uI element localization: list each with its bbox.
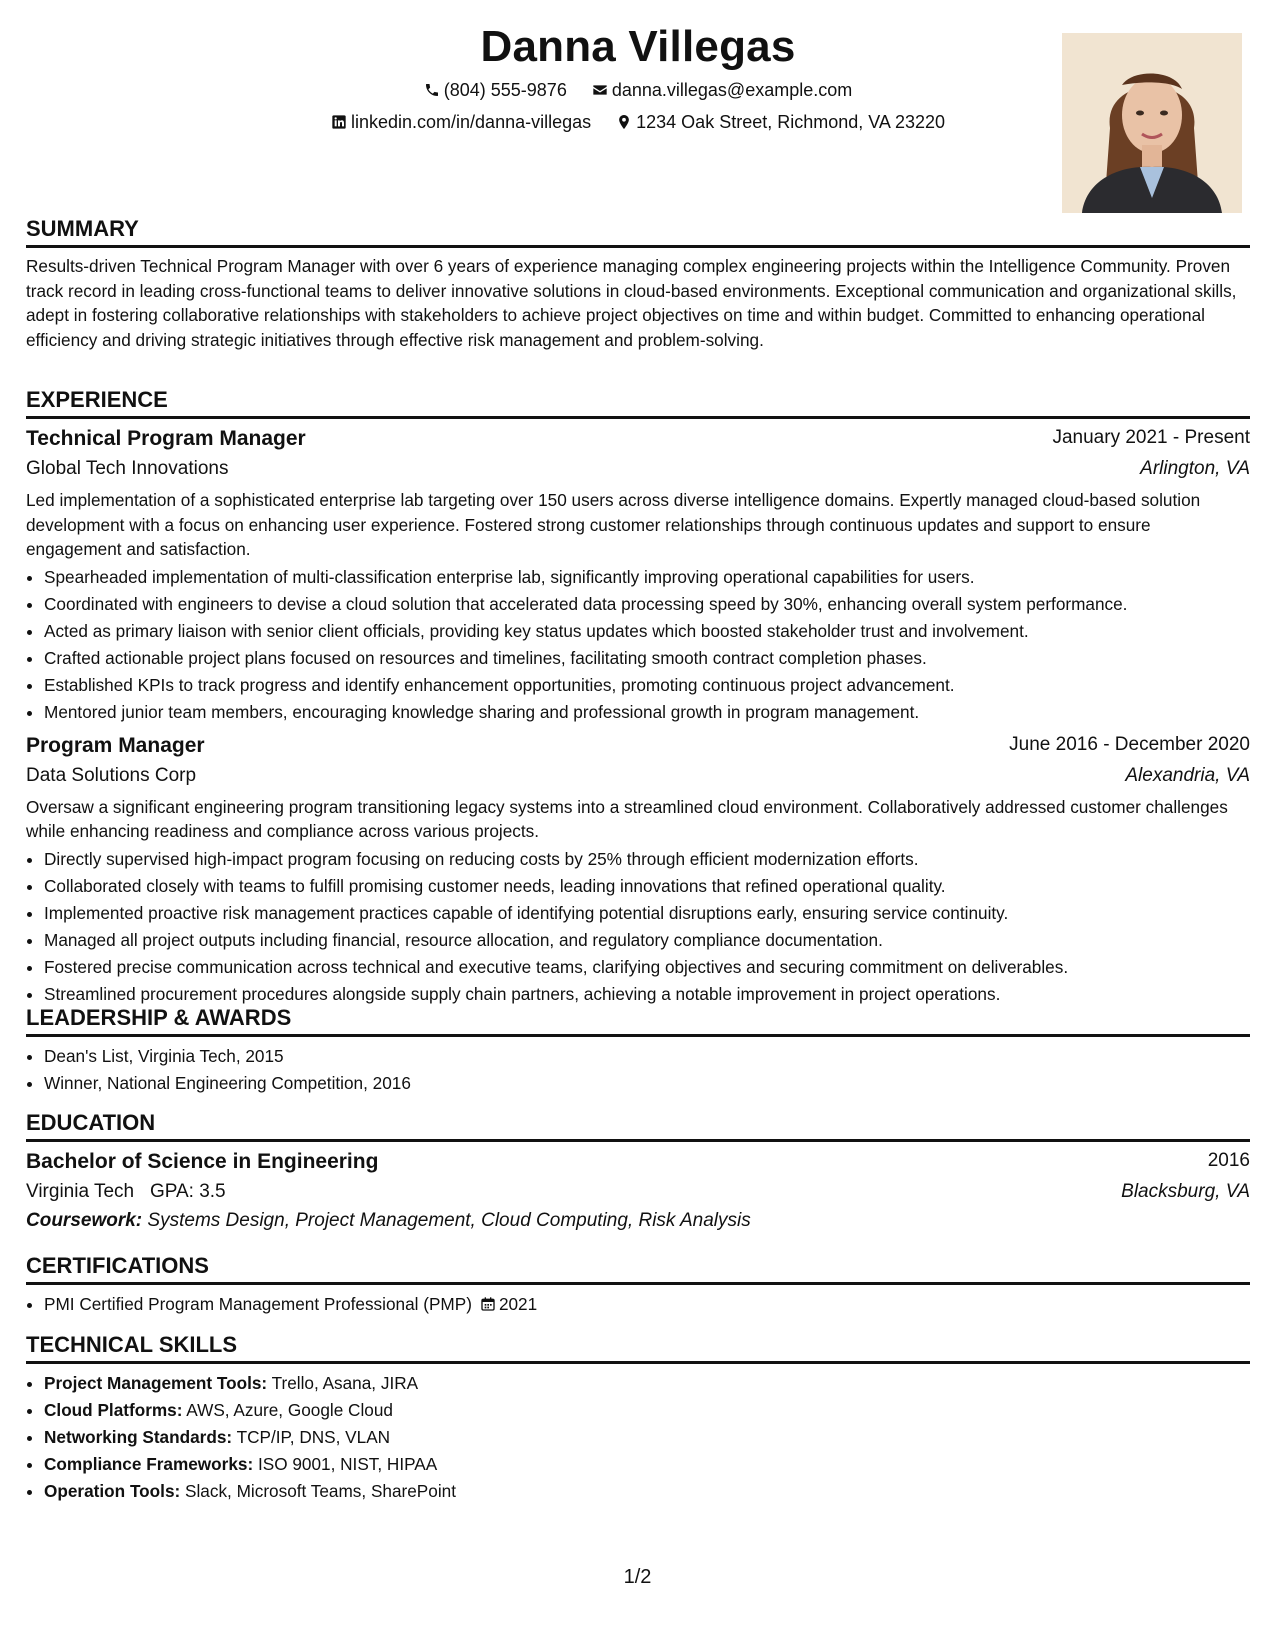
skill-value: TCP/IP, DNS, VLAN — [236, 1427, 391, 1447]
education-section — [26, 1110, 1250, 1232]
coursework-list: Systems Design, Project Management, Cloud Computing, Risk Analysis — [147, 1210, 751, 1231]
list-item: • Mentored junior team members, encouraging knowledge sharing and professional growth in program management. — [44, 699, 1250, 726]
skill-value: AWS, Azure, Google Cloud — [186, 1400, 393, 1420]
coursework — [26, 1210, 1250, 1232]
skill-label: Project Management Tools: — [44, 1373, 268, 1393]
list-item: • Coordinated with engineers to devise a cloud solution that accelerated data processing speed by 30%, enhancing overall system performance. — [44, 591, 1250, 618]
awards-section — [26, 1005, 1250, 1097]
job-dates: January 2021 - Present — [1052, 427, 1250, 448]
email-address[interactable]: danna.villegas@example.com — [611, 80, 853, 100]
job-description: Led implementation of a sophisticated enterprise lab targeting over 150 users across diverse intelligence domains. Expertly managed cloud-based solution development with a focus on enhancing user experience. Fostered strong customer relationships through continuous updates and support to ensure engagement and satisfaction. — [26, 490, 1201, 559]
list-item — [44, 1451, 1250, 1478]
skills-section — [26, 1332, 1250, 1505]
list-item: • Crafted actionable project plans focused on resources and timelines, facilitating smooth contract completion phases. — [44, 645, 1250, 672]
list-item: • Collaborated closely with teams to fulfill promising customer needs, leading innovations that refined operational quality. — [44, 873, 1250, 900]
job-bullets — [26, 564, 1250, 726]
job-header — [26, 734, 1250, 758]
job-subheader — [26, 458, 1250, 480]
map-pin-icon — [616, 114, 632, 130]
phone-contact — [424, 80, 567, 101]
education-heading: EDUCATION — [26, 1110, 1250, 1142]
calendar-icon — [472, 1294, 499, 1314]
skill-label: Cloud Platforms: — [44, 1400, 183, 1420]
list-item: • Established KPIs to track progress and identify enhancement opportunities, promoting continuous project advancement. — [44, 672, 1250, 699]
skill-label: Networking Standards: — [44, 1427, 233, 1447]
job-bullets — [26, 846, 1250, 1008]
page-number: 1/2 — [623, 1566, 652, 1588]
certifications-section — [26, 1253, 1250, 1318]
job-description: Oversaw a significant engineering program transitioning legacy systems into a streamlined cloud environment. Collaboratively addressed customer challenges while enhancing readiness and compliance across various projects. — [26, 796, 1228, 841]
address: 1234 Oak Street, Richmond, VA 23220 — [636, 112, 945, 132]
list-item: • Managed all project outputs including financial, resource allocation, and regulatory compliance documentation. — [44, 927, 1250, 954]
skills-heading: TECHNICAL SKILLS — [26, 1332, 1250, 1364]
summary-heading: SUMMARY — [26, 216, 1250, 248]
certifications-heading: CERTIFICATIONS — [26, 1253, 1250, 1285]
skill-value: ISO 9001, NIST, HIPAA — [257, 1454, 438, 1474]
job-entry — [26, 427, 1250, 726]
job-location: Alexandria, VA — [1125, 764, 1250, 786]
profile-photo — [1062, 33, 1242, 213]
job-location: Arlington, VA — [1140, 458, 1250, 479]
email-contact[interactable] — [592, 80, 852, 101]
linkedin-url[interactable]: linkedin.com/in/danna-villegas — [350, 112, 592, 132]
list-item: • Fostered precise communication across technical and executive teams, clarifying objectives and securing commitment on deliverables. — [44, 954, 1250, 981]
graduation-year: 2016 — [1207, 1150, 1250, 1171]
job-title: Technical Program Manager — [26, 427, 306, 450]
skill-label: Operation Tools: — [44, 1481, 181, 1501]
job-entry — [26, 734, 1250, 1008]
awards-heading: LEADERSHIP & AWARDS — [26, 1005, 1250, 1037]
school-info — [26, 1181, 226, 1203]
school-location: Blacksburg, VA — [1121, 1181, 1250, 1202]
job-subheader — [26, 765, 1250, 787]
list-item — [44, 1478, 1250, 1505]
certifications-list — [26, 1291, 1250, 1318]
list-item — [44, 1397, 1250, 1424]
skills-list — [26, 1370, 1250, 1505]
list-item: • Winner, National Engineering Competition, 2016 — [44, 1070, 1250, 1097]
coursework-label: Coursework: — [26, 1210, 143, 1231]
skill-value: Slack, Microsoft Teams, SharePoint — [185, 1481, 456, 1501]
job-company: Data Solutions Corp — [26, 764, 197, 786]
list-item — [44, 1424, 1250, 1451]
school-name: Virginia Tech — [26, 1181, 135, 1202]
experience-section — [26, 387, 1250, 1008]
envelope-icon — [592, 82, 608, 98]
list-item — [44, 1370, 1250, 1397]
awards-list — [26, 1043, 1250, 1097]
list-item: • Directly supervised high-impact program focusing on reducing costs by 25% through efficient modernization efforts. — [44, 846, 1250, 873]
list-item — [44, 1291, 1250, 1318]
experience-heading: EXPERIENCE — [26, 387, 1250, 419]
school-subheader — [26, 1181, 1250, 1203]
job-header — [26, 427, 1250, 451]
degree-title: Bachelor of Science in Engineering — [26, 1150, 379, 1173]
list-item: • Streamlined procurement procedures alongside supply chain partners, achieving a notable improvement in project operations. — [44, 981, 1250, 1008]
phone-number: (804) 555-9876 — [443, 80, 567, 100]
list-item: • Implemented proactive risk management practices capable of identifying potential disruptions early, ensuring service continuity. — [44, 900, 1250, 927]
certification-year: 2021 — [498, 1294, 538, 1314]
summary-text: Results-driven Technical Program Manager with over 6 years of experience managing complex engineering projects within the Intelligence Community. Proven track record in leading cross-functional teams to deliver innovative solutions in cloud-based environments. Exceptional communication and organizational skills, adept in fostering collaborative relationships with stakeholders to achieve project objectives on time and within budget. Committed to enhancing operational efficiency and driving strategic initiatives through effective risk management and problem-solving. — [26, 256, 1237, 350]
linkedin-icon — [331, 114, 347, 130]
job-title: Program Manager — [26, 733, 205, 757]
job-dates: June 2016 - December 2020 — [1009, 733, 1250, 755]
list-item: • Spearheaded implementation of multi-classification enterprise lab, significantly improving operational capabilities for users. — [44, 564, 1250, 591]
summary-section — [26, 216, 1250, 352]
job-company: Global Tech Innovations — [26, 458, 229, 479]
phone-icon — [424, 82, 440, 98]
candidate-name: Danna Villegas — [480, 22, 796, 71]
skill-label: Compliance Frameworks: — [44, 1454, 254, 1474]
list-item: • Acted as primary liaison with senior client officials, providing key status updates which boosted stakeholder trust and involvement. — [44, 618, 1250, 645]
certification-name: PMI Certified Program Management Professional (PMP) — [44, 1294, 472, 1314]
list-item: • Dean's List, Virginia Tech, 2015 — [44, 1043, 1250, 1070]
linkedin-contact[interactable] — [331, 112, 591, 133]
skill-value: Trello, Asana, JIRA — [271, 1373, 419, 1393]
address-contact — [616, 112, 945, 133]
degree-header — [26, 1150, 1250, 1174]
gpa: GPA: 3.5 — [149, 1181, 226, 1202]
